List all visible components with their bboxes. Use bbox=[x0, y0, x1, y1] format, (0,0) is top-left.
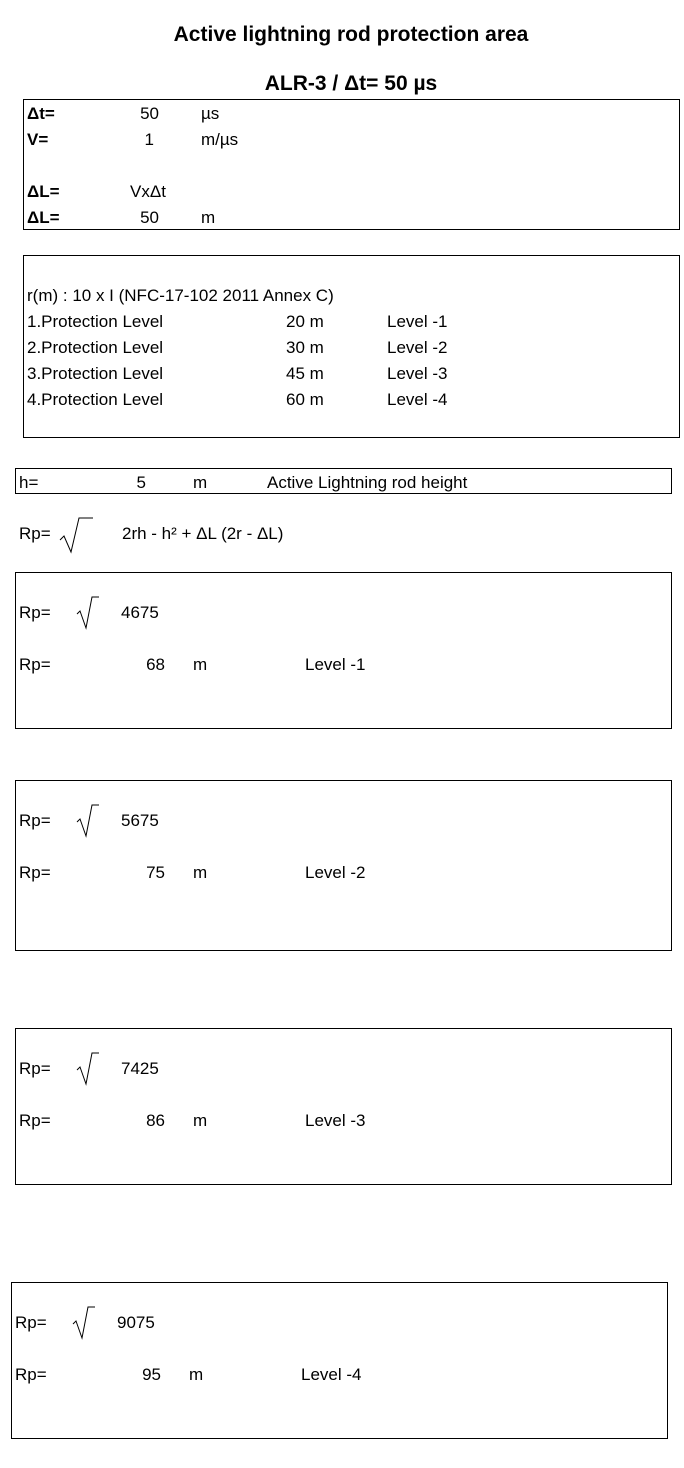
square-root-icon bbox=[76, 802, 100, 838]
rp-label: Rp= bbox=[19, 811, 51, 830]
level-row-value: 30 m bbox=[286, 338, 324, 357]
formula-expression: 2rh - h² + ΔL (2r - ΔL) bbox=[122, 524, 284, 543]
result-box-level-3 bbox=[15, 1028, 672, 1185]
level-row-value: 20 m bbox=[286, 312, 324, 331]
height-label: h= bbox=[19, 473, 39, 492]
height-value: 5 bbox=[136, 473, 146, 492]
level-row-name: 2.Protection Level bbox=[27, 338, 164, 357]
level-row-name: 1.Protection Level bbox=[27, 312, 164, 331]
level-row-name: 4.Protection Level bbox=[27, 390, 164, 409]
dl-label: ΔL= bbox=[27, 182, 60, 201]
dt-label: Δt= bbox=[27, 104, 55, 123]
level-row-level: Level -3 bbox=[387, 364, 448, 383]
rp-value: 86 bbox=[146, 1111, 165, 1130]
level-row-level: Level -1 bbox=[387, 312, 448, 331]
rp-value: 95 bbox=[142, 1365, 161, 1384]
rp-radicand: 5675 bbox=[121, 811, 159, 830]
dl-unit: m bbox=[201, 208, 216, 227]
height-unit: m bbox=[193, 473, 208, 492]
square-root-icon bbox=[58, 514, 94, 554]
rp-radicand: 7425 bbox=[121, 1059, 159, 1078]
height-description: Active Lightning rod height bbox=[267, 473, 468, 492]
rp-unit: m bbox=[189, 1365, 204, 1384]
square-root-icon bbox=[72, 1304, 96, 1340]
rp-radicand: 9075 bbox=[117, 1313, 155, 1332]
rp-label: Rp= bbox=[15, 1313, 47, 1332]
level-row-level: Level -4 bbox=[387, 390, 448, 409]
rp-level: Level -2 bbox=[305, 863, 366, 882]
rp-level: Level -4 bbox=[301, 1365, 362, 1384]
level-row-value: 45 m bbox=[286, 364, 324, 383]
result-box-level-4 bbox=[11, 1282, 668, 1439]
rp-unit: m bbox=[193, 1111, 208, 1130]
dt-unit: µs bbox=[201, 104, 220, 123]
v-label: V= bbox=[27, 130, 49, 149]
rp-radicand: 4675 bbox=[121, 603, 159, 622]
rp-unit: m bbox=[193, 655, 208, 674]
square-root-icon bbox=[76, 1050, 100, 1086]
v-unit: m/µs bbox=[201, 130, 239, 149]
rp-level: Level -1 bbox=[305, 655, 366, 674]
page-subtitle: ALR-3 / Δt= 50 µs bbox=[264, 72, 438, 95]
rp-label: Rp= bbox=[19, 1059, 51, 1078]
dl-label-2: ΔL= bbox=[27, 208, 60, 227]
level-row-name: 3.Protection Level bbox=[27, 364, 164, 383]
formula-label: Rp= bbox=[19, 524, 51, 543]
rp-label: Rp= bbox=[15, 1365, 47, 1384]
page-title: Active lightning rod protection area bbox=[173, 23, 529, 46]
dt-value: 50 bbox=[140, 104, 159, 123]
rp-label: Rp= bbox=[19, 1111, 51, 1130]
level-row-value: 60 m bbox=[286, 390, 324, 409]
rp-value: 75 bbox=[146, 863, 165, 882]
rp-label: Rp= bbox=[19, 863, 51, 882]
rp-unit: m bbox=[193, 863, 208, 882]
dl-value: 50 bbox=[140, 208, 159, 227]
rp-value: 68 bbox=[146, 655, 165, 674]
rp-label: Rp= bbox=[19, 655, 51, 674]
rp-level: Level -3 bbox=[305, 1111, 366, 1130]
square-root-icon bbox=[76, 594, 100, 630]
level-row-level: Level -2 bbox=[387, 338, 448, 357]
levels-header: r(m) : 10 x I (NFC-17-102 2011 Annex C) bbox=[27, 286, 334, 305]
dl-formula: VxΔt bbox=[130, 182, 166, 201]
result-box-level-1 bbox=[15, 572, 672, 729]
v-value: 1 bbox=[144, 130, 154, 149]
rp-label: Rp= bbox=[19, 603, 51, 622]
